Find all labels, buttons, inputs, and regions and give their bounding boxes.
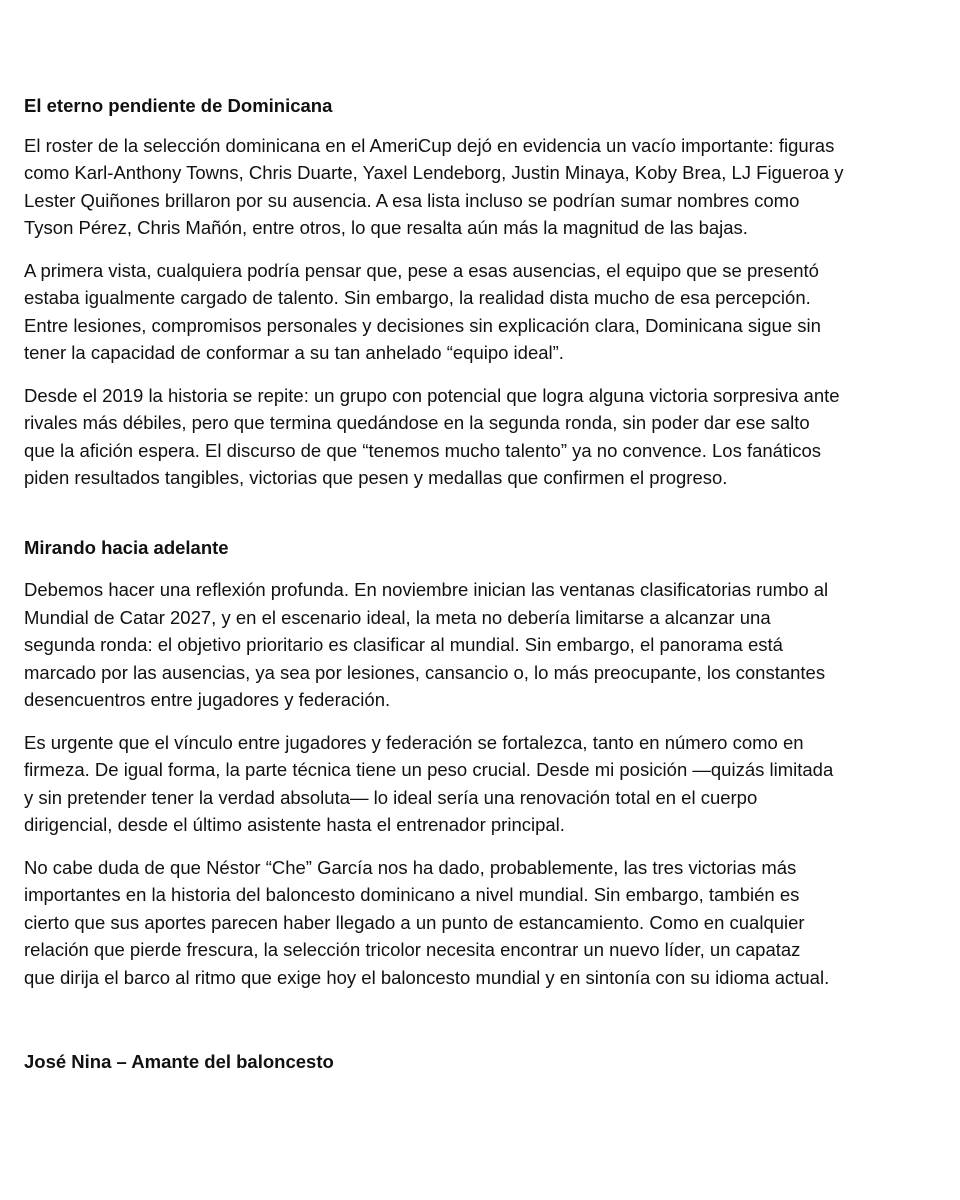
paragraph-line: firmeza. De igual forma, la parte técnica tiene un peso crucial. Desde mi posición —quizás limitada xyxy=(24,759,834,780)
paragraph-line: A primera vista, cualquiera podría pensar que, pese a esas ausencias, el equipo que se presentó xyxy=(24,259,819,281)
paragraph-line: rivales más débiles, pero que termina quedándose en la segunda ronda, sin poder dar ese salto xyxy=(24,412,810,433)
paragraph-line: Tyson Pérez, Chris Mañón, entre otros, lo que resalta aún más la magnitud de las bajas. xyxy=(24,217,748,238)
paragraph-line: piden resultados tangibles, victorias que pesen y medallas que confirmen el progreso. xyxy=(24,467,728,488)
section-heading: Mirando hacia adelante xyxy=(24,536,229,558)
paragraph-line: segunda ronda: el objetivo prioritario es clasificar al mundial. Sin embargo, el panorama está xyxy=(24,634,783,655)
paragraph-line: Lester Quiñones brillaron por su ausencia. A esa lista incluso se podrían sumar nombres como xyxy=(24,189,800,211)
paragraph-line: que la afición espera. El discurso de que “tenemos mucho talento” ya no convence. Los fanáticos xyxy=(24,439,821,461)
paragraph-line: estaba igualmente cargado de talento. Sin embargo, la realidad dista mucho de esa percepción. xyxy=(24,287,811,308)
paragraph-line: importantes en la historia del baloncesto dominicano a nivel mundial. Sin embargo, también es xyxy=(24,884,800,905)
paragraph-line: Entre lesiones, compromisos personales y decisiones sin explicación clara, Dominicana sigue sin xyxy=(24,314,821,336)
paragraph xyxy=(24,576,936,714)
paragraph-line: tener la capacidad de conformar a su tan anhelado “equipo ideal”. xyxy=(24,342,564,363)
paragraph-line: como Karl-Anthony Towns, Chris Duarte, Yaxel Lendeborg, Justin Minaya, Koby Brea, LJ Figueroa y xyxy=(24,162,844,183)
paragraph-line: dirigencial, desde el último asistente hasta el entrenador principal. xyxy=(24,814,565,835)
paragraph-line: No cabe duda de que Néstor “Che” García nos ha dado, probablemente, las tres victorias más xyxy=(24,856,797,878)
paragraph xyxy=(24,729,936,839)
paragraph-line: Desde el 2019 la historia se repite: un grupo con potencial que logra alguna victoria sorpresiva ante xyxy=(24,384,840,406)
section-heading: El eterno pendiente de Dominicana xyxy=(24,95,333,116)
paragraph-line: El roster de la selección dominicana en el AmeriCup dejó en evidencia un vacío importante: figuras xyxy=(24,134,835,156)
paragraph xyxy=(24,257,936,367)
paragraph-line: que dirija el barco al ritmo que exige hoy el baloncesto mundial y en sintonía con su idioma actual. xyxy=(24,966,830,988)
article xyxy=(24,92,936,1076)
paragraph xyxy=(24,132,936,242)
paragraph-line: relación que pierde frescura, la selección tricolor necesita encontrar un nuevo líder, un capataz xyxy=(24,939,801,960)
paragraph-line: cierto que sus aportes parecen haber llegado a un punto de estancamiento. Como en cualquier xyxy=(24,911,805,933)
paragraph-line: desencuentros entre jugadores y federación. xyxy=(24,689,391,710)
paragraph-line: Debemos hacer una reflexión profunda. En noviembre inician las ventanas clasificatorias rumbo al xyxy=(24,579,829,600)
paragraph xyxy=(24,382,936,492)
paragraph xyxy=(24,854,936,992)
paragraph-line: Es urgente que el vínculo entre jugadores y federación se fortalezca, tanto en número como en xyxy=(24,731,804,753)
paragraph-line: y sin pretender tener la verdad absoluta— lo ideal sería una renovación total en el cuerpo xyxy=(24,786,758,808)
author-signature: José Nina – Amante del baloncesto xyxy=(24,1051,334,1072)
paragraph-line: marcado por las ausencias, ya sea por lesiones, cansancio o, lo más preocupante, los constantes xyxy=(24,661,826,683)
paragraph-line: Mundial de Catar 2027, y en el escenario ideal, la meta no debería limitarse a alcanzar una xyxy=(24,606,771,628)
